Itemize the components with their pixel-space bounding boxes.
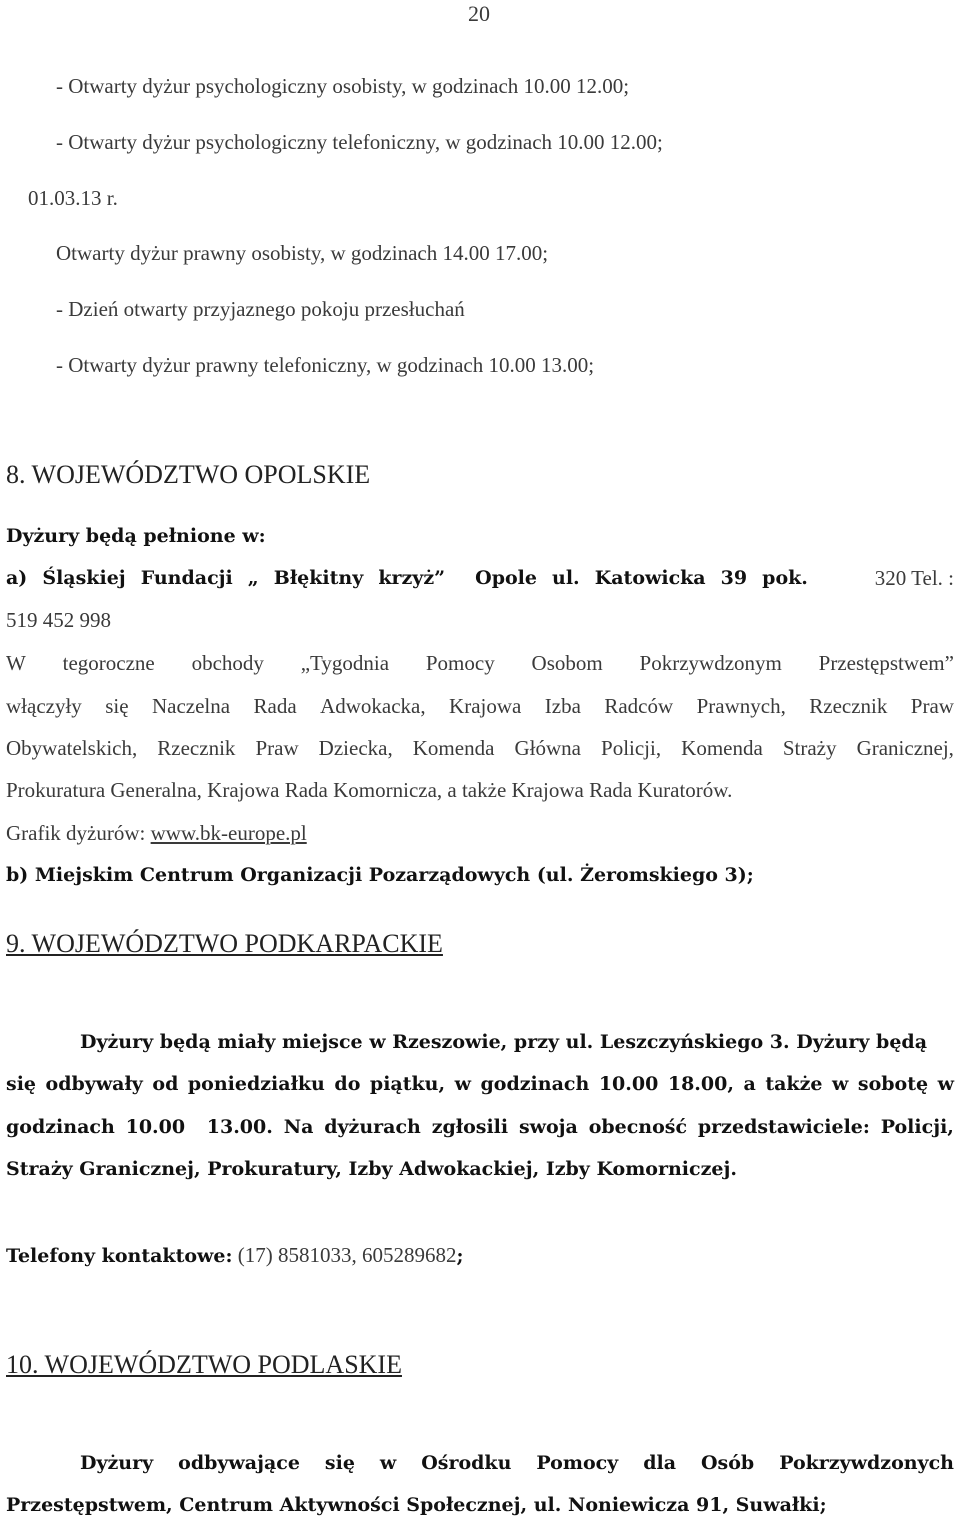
word: Adwokacka, [320,694,426,718]
schedule-line [6,821,307,845]
section-heading: 8. WOJEWÓDZTWO OPOLSKIE [6,460,371,489]
word: Straży [782,736,837,760]
word: pok. [762,567,808,589]
word: Pokrzywdzonym [639,651,782,675]
phones-label: Telefony kontaktowe: [6,1245,233,1267]
word: ul. [552,567,580,589]
word: poniedziałku [187,1073,325,1095]
paragraph-line: Przestępstwem, Centrum Aktywności Społecznej, ul. Noniewicza 91, Suwałki; [6,1494,827,1516]
word: obecność [588,1116,688,1138]
paragraph-line: Prokuratura Generalna, Krajowa Rada Komornicza, a także Krajowa Rada Kuratorów. [6,778,733,802]
list-item: Otwarty dyżur prawny osobisty, w godzinach 14.00 17.00; [56,241,549,265]
word: także [765,1073,823,1095]
section-intro: Dyżury będą pełnione w: [6,525,266,547]
word: odbywające [178,1452,300,1474]
paragraph-line: Dyżury będą miały miejsce w Rzeszowie, przy ul. Leszczyńskiego 3. Dyżury będą [80,1031,928,1053]
word: Praw [255,736,299,760]
word: Dziecka, [318,736,393,760]
word: się [324,1452,355,1474]
list-item-b: b) Miejskim Centrum Organizacji Pozarządowych (ul. Żeromskiego 3); [6,864,754,886]
schedule-link[interactable]: www.bk-europe.pl [150,821,307,845]
date-heading: 01.03.13 r. [28,186,118,210]
word: Pomocy [536,1452,619,1474]
word: Krajowa [449,694,522,718]
word: Policji, [601,736,662,760]
word: godzinach [480,1073,590,1095]
paragraph-line [6,736,954,760]
word: dla [643,1452,677,1474]
list-item: - Dzień otwarty przyjaznego pokoju przesłuchań [56,297,465,321]
word: „Tygodnia [300,651,390,675]
phones-line [6,1243,464,1268]
word: Przestępstwem” [818,651,954,675]
word: Katowicka [594,567,706,589]
word: 10.00 [125,1116,186,1138]
list-item: - Otwarty dyżur prawny telefoniczny, w godzinach 10.00 13.00; [56,353,595,377]
word: „ [247,567,259,589]
word: Osobom [531,651,603,675]
word: obchody [191,651,264,675]
schedule-label: Grafik dyżurów: [6,821,151,845]
word: Opole [475,567,537,589]
word: odbywały [45,1073,143,1095]
word: W [6,651,26,675]
word: Prawnych, [696,694,786,718]
word: od [152,1073,179,1095]
word: w [937,1073,954,1095]
word: do [334,1073,361,1095]
list-item: - Otwarty dyżur psychologiczny osobisty, w godzinach 10.00 12.00; [56,74,630,98]
word: krzyż” [378,567,446,589]
paragraph-line [6,1072,954,1096]
word: Granicznej, [856,736,954,760]
word: swoja [518,1116,578,1138]
phones-end: ; [456,1245,464,1267]
page-number: 20 [468,1,490,26]
word: dyżurach [324,1116,421,1138]
word: Rzecznik [157,736,236,760]
word: się [6,1073,37,1095]
word: Obywatelskich, [6,736,138,760]
word: w [379,1452,397,1474]
word: Fundacji [140,567,233,589]
word: piątku, [369,1073,446,1095]
word: Pokrzywdzonych [779,1452,954,1474]
list-item: - Otwarty dyżur psychologiczny telefoniczny, w godzinach 10.00 12.00; [56,130,663,154]
word: Naczelna [151,694,231,718]
word: Pomocy [425,651,495,675]
word: Rada [253,694,297,718]
word: 18.00, [667,1073,734,1095]
word: włączyły [6,694,82,718]
list-item-a-words [6,566,808,590]
paragraph-line [6,694,954,718]
word: Na [283,1116,314,1138]
paragraph-line: Straży Granicznej, Prokuratury, Izby Adwokackiej, Izby Komorniczej. [6,1158,737,1180]
phone-number: 519 452 998 [6,608,111,632]
word: Błękitny [273,567,364,589]
phones-value: (17) 8581033, 605289682 [232,1243,457,1267]
paragraph-line [6,651,954,675]
word: 39 [720,567,748,589]
word: sobotę [857,1073,929,1095]
paragraph-line [80,1451,954,1475]
word: w [454,1073,471,1095]
word: 10.00 [598,1073,659,1095]
list-item-a [6,566,954,590]
word: Ośrodku [421,1452,512,1474]
word: Komenda [412,736,495,760]
list-item-a-tail: 320 Tel. : [874,566,954,590]
paragraph-line [6,1115,954,1139]
word: a [743,1073,756,1095]
word: zgłosili [431,1116,509,1138]
word: Radców [604,694,674,718]
word: przedstawiciele: [697,1116,870,1138]
word: Śląskiej [42,567,126,589]
word: Rzecznik [809,694,888,718]
word: tegoroczne [62,651,155,675]
section-heading: 9. WOJEWÓDZTWO PODKARPACKIE [6,929,443,958]
section-heading: 10. WOJEWÓDZTWO PODLASKIE [6,1350,402,1379]
word: 13.00. [206,1116,273,1138]
word: Dyżury [80,1452,154,1474]
word: godzinach [6,1116,115,1138]
word: Praw [910,694,954,718]
word: a) [6,567,28,589]
word: Główna [514,736,581,760]
word: Policji, [880,1116,954,1138]
word: Osób [701,1452,755,1474]
word: Komenda [681,736,763,760]
word: się [105,694,129,718]
word: Izba [544,694,581,718]
word: w [832,1073,849,1095]
